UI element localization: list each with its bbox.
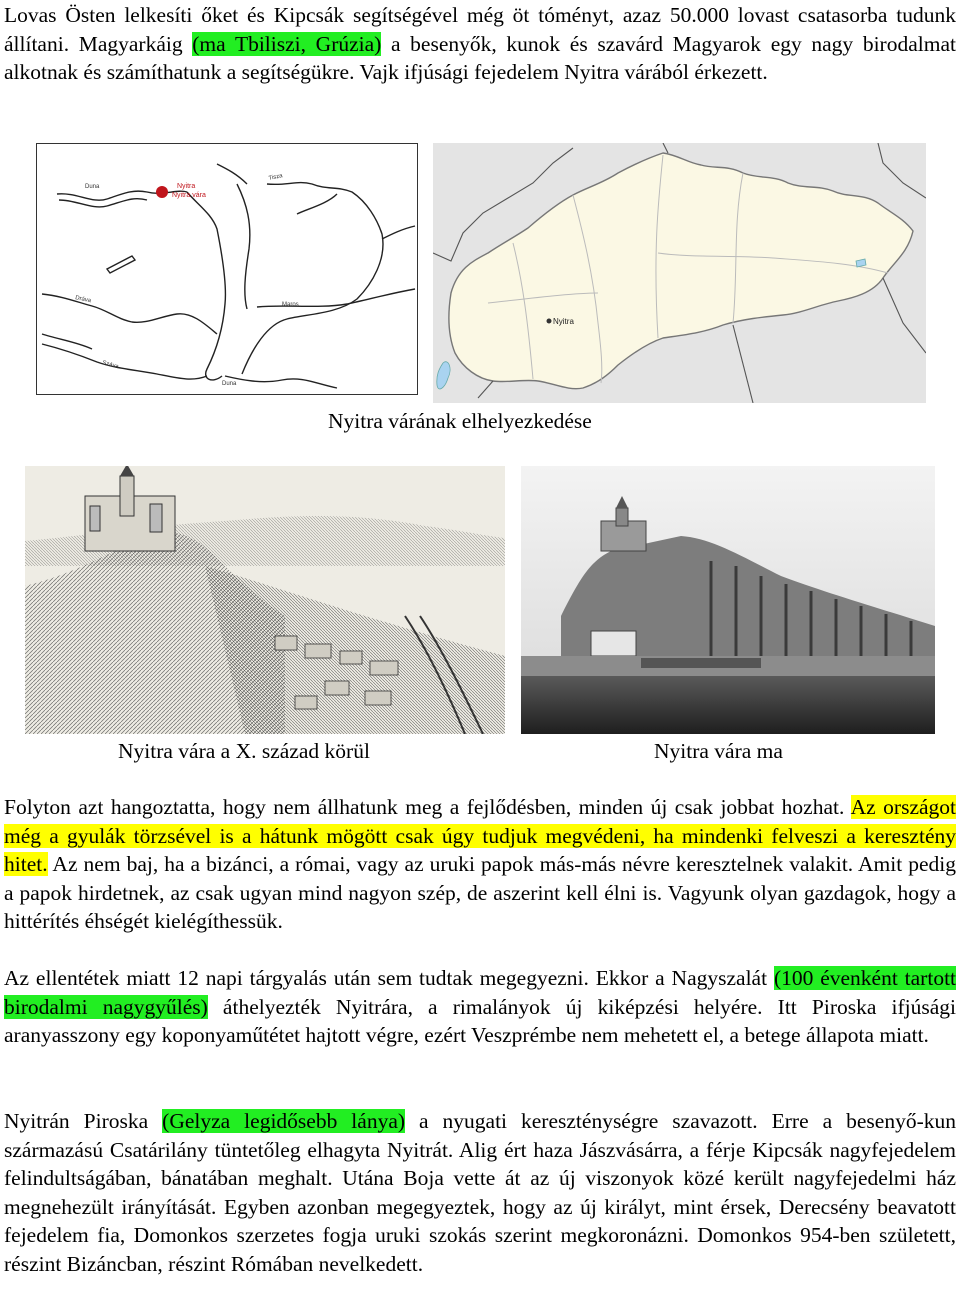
- nyitra-marker: [156, 186, 168, 198]
- photo-caption: Nyitra vára ma: [654, 739, 783, 763]
- conversion-highlight: Az országot még a gyulák törzsével is a hátunk mögött csak úgy tudjuk megvédeni, ha mindenki felveszi a keresztény hitet.: [4, 795, 957, 877]
- nyitra-dot: [547, 319, 552, 324]
- maps-caption: Nyitra várának elhelyezkedése: [328, 409, 592, 433]
- intro-text-1: Lovas Östen lelkesíti őket és Kipcsák segítségével még öt tóményt, azaz 50.000 lovast csatasorba tudunk állítani. Magyarkáig: [4, 3, 956, 56]
- river-label-szava: Száva: [101, 360, 120, 371]
- castle-engraving-svg: [25, 466, 505, 734]
- intro-highlight: (ma Tbiliszi, Grúzia): [192, 31, 382, 56]
- assembly-text-2: áthelyezték Nyitrára, a rimalányok új kiképzési helyére. Itt Piroska ifjúsági aranyasszony egy koponyaműtétet hajtott végre, ezért Veszprémbe nem mehetett el, a betege állapota miatt.: [4, 994, 956, 1048]
- slovakia-map: [433, 143, 926, 403]
- piroska-highlight: (Gelyza legidősebb lánya): [162, 1109, 406, 1133]
- conversion-text-1: Folyton azt hangoztatta, hogy nem állhatunk meg a fejlődésben, minden új csak jobbat hozhat.: [4, 795, 851, 819]
- piroska-text-2: a nyugati kereszténységre szavazott. Erre a besenyő-kun származású Csatárilány tüntetőleg elhagyta Nyitrát. Alig ért haza Jászvásárra, a férje Kipcsák nagyfejedelem felindultságában, bánatában meghalt. Utána Boja vette át az új viszonyok közé került nagyfejedelmi ház megnehezült irányítását. Egyben azonban megegyeztek, hogy az új királyt, mint érsek, Derecsény beavatott fejedelem fia, Domonkos szerzetes fogja uruki szokás szerint megkoronázni. Domonkos 954-ben született, részint Bizáncban, részint Rómában nevelkedett.: [4, 1109, 956, 1276]
- assembly-text-1: Az ellentétek miatt 12 napi tárgyalás után sem tudtak megegyezni. Ekkor a Nagyszalát: [4, 966, 774, 990]
- river-label-maros: Maros: [282, 302, 299, 308]
- assembly-highlight: (100 évenként tartott birodalmi nagygyűlés): [4, 966, 957, 1019]
- slovakia-city-label: Nyitra: [553, 317, 574, 326]
- intro-paragraph: [4, 1, 956, 87]
- castle-photo: [521, 466, 935, 734]
- castle-photo-svg: [521, 466, 935, 734]
- river-sketch-svg: [37, 144, 417, 394]
- river-sketch-map: [36, 143, 418, 395]
- river-label-tisza: Tisza: [268, 173, 284, 182]
- castle-engraving: [25, 466, 505, 734]
- river-label-danube-lower: Duna: [222, 381, 237, 387]
- engraving-caption: Nyitra vára a X. század körül: [118, 739, 370, 763]
- intro-text-2: a besenyők, kunok és szavárd Magyarok egy nagy birodalmat alkotnak és számíthatunk a segítségükre. Vajk ifjúsági fejedelem Nyitra várából érkezett.: [4, 31, 956, 85]
- conversion-paragraph: [4, 793, 956, 936]
- piroska-paragraph: [4, 1107, 956, 1279]
- river-label-drava: Dráva: [74, 295, 92, 305]
- map-castle-label: Nyitra vára: [172, 192, 206, 199]
- map-city-label: Nyitra: [177, 183, 196, 190]
- conversion-text-2: Az nem baj, ha a bizánci, a római, vagy az uruki papok más-más névre keresztelnek valakit. Amit pedig a papok hirdetnek, az csak ugyan mind nagyon szép, de aszerint kell élni is. Vagyunk olyan gazdagok, hogy a hittérítés éhségét kielégíthessük.: [4, 852, 956, 934]
- slovakia-map-svg: [433, 143, 926, 403]
- piroska-text-1: Nyitrán Piroska: [4, 1109, 163, 1133]
- lake-shape: [437, 362, 450, 389]
- assembly-paragraph: [4, 964, 956, 1050]
- river-label-danube: Duna: [85, 184, 100, 190]
